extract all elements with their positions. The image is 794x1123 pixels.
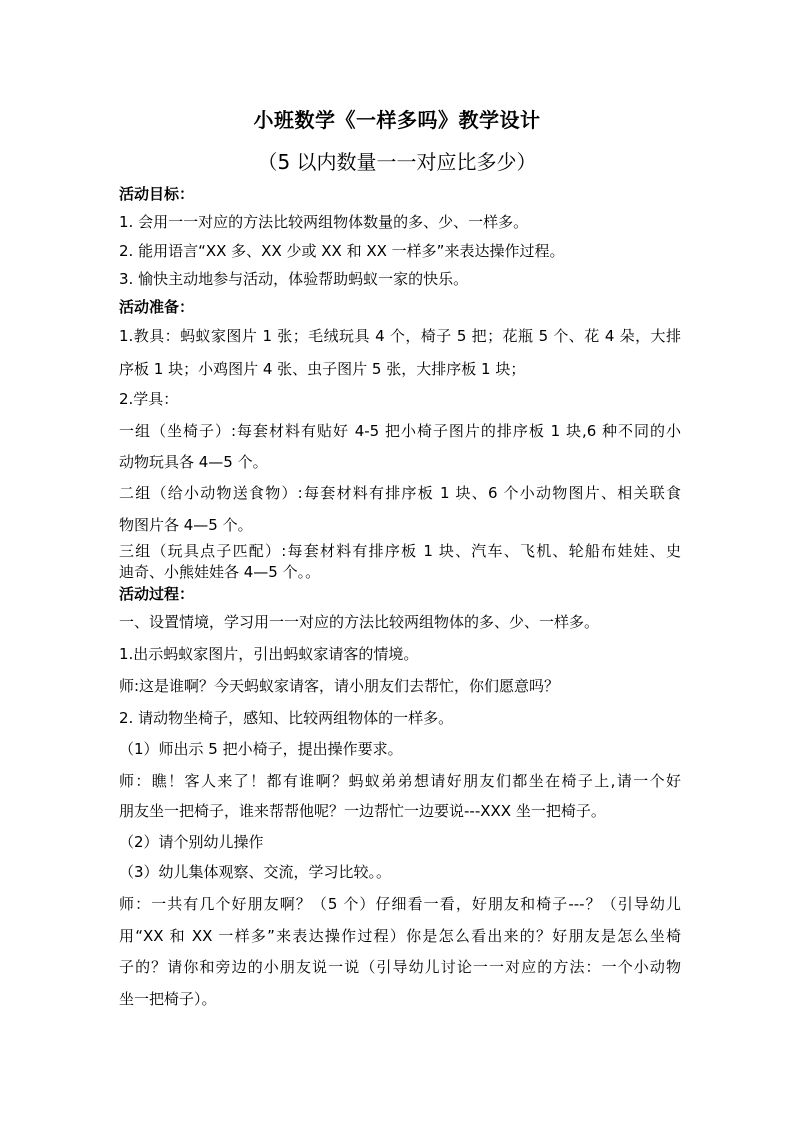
group-item: 一组（坐椅子）:每套材料有贴好 4-5 把小椅子图片的排序板 1 块,6 种不同的小 — [119, 422, 681, 440]
document-subtitle: （5 以内数量一一对应比多少） — [257, 150, 537, 174]
process-item: 坐一把椅子）。 — [119, 990, 217, 1008]
heading-activity-process: 活动过程： — [119, 585, 195, 603]
group-item: 物图片各 4—5 个。 — [119, 516, 253, 534]
group-item: 迪奇、小熊娃娃各 4—5 个。。 — [119, 563, 321, 581]
prep-item: 1.教具：蚂蚁家图片 1 张；毛绒玩具 4 个，椅子 5 把；花瓶 5 个、花 4 朵，大排 — [119, 327, 681, 345]
process-item: 1.出示蚂蚁家图片，引出蚂蚁家请客的情境。 — [119, 645, 419, 663]
goal-item: 1. 会用一一对应的方法比较两组物体数量的多、少、一样多。 — [119, 213, 529, 231]
process-item: （2）请个别幼儿操作 — [119, 833, 264, 851]
heading-activity-preparation: 活动准备： — [119, 298, 195, 316]
process-item: 师：瞧！客人来了！都有谁啊？蚂蚁弟弟想请好朋友们都坐在椅子上,请一个好 — [119, 772, 681, 790]
process-item: 师：一共有几个好朋友啊？（5 个）仔细看一看，好朋友和椅子---？（引导幼儿 — [119, 895, 681, 913]
goal-item: 2. 能用语言“XX 多、XX 少或 XX 和 XX 一样多”来表达操作过程。 — [119, 242, 565, 260]
process-item: 师:这是谁啊？今天蚂蚁家请客，请小朋友们去帮忙，你们愿意吗？ — [119, 677, 560, 695]
prep-item: 2.学具： — [119, 390, 179, 408]
heading-activity-goals: 活动目标： — [119, 185, 195, 203]
process-item: （3）幼儿集体观察、交流，学习比较。。 — [119, 863, 392, 881]
process-item: 一、设置情境，学习用一一对应的方法比较两组物体的多、少、一样多。 — [119, 613, 600, 631]
process-item: 用“XX 和 XX 一样多”来表达操作过程）你是怎么看出来的？好朋友是怎么坐椅 — [119, 927, 681, 945]
process-item: 子的？请你和旁边的小朋友说一说（引导幼儿讨论一一对应的方法：一个小动物 — [119, 958, 681, 976]
document-title: 小班数学《一样多吗》教学设计 — [253, 108, 541, 132]
group-item: 动物玩具各 4—5 个。 — [119, 453, 268, 471]
prep-item: 序板 1 块；小鸡图片 4 张、虫子图片 5 张，大排序板 1 块； — [119, 360, 526, 378]
process-item: （1）师出示 5 把小椅子，提出操作要求。 — [119, 740, 403, 758]
process-item: 2. 请动物坐椅子，感知、比较两组物体的一样多。 — [119, 709, 454, 727]
goal-item: 3. 愉快主动地参与活动，体验帮助蚂蚁一家的快乐。 — [119, 270, 469, 288]
process-item: 朋友坐一把椅子，谁来帮帮他呢？一边帮忙一边要说---XXX 坐一把椅子。 — [119, 802, 606, 820]
group-item: 三组（玩具点子匹配）:每套材料有排序板 1 块、汽车、飞机、轮船布娃娃、史 — [119, 542, 681, 560]
group-item: 二组（给小动物送食物）:每套材料有排序板 1 块、6 个小动物图片、相关联食 — [119, 484, 681, 502]
